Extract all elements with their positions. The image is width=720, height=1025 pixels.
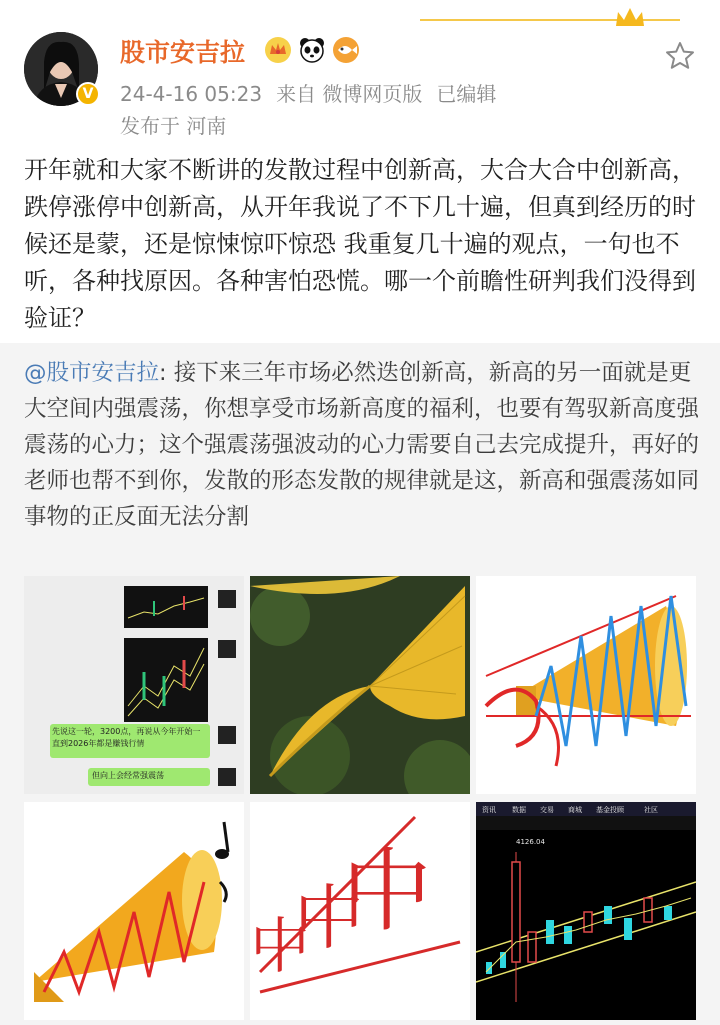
- chart-tab-6[interactable]: 社区: [644, 806, 658, 814]
- crown-decoration-icon: [420, 0, 680, 40]
- image-megaphone-wave[interactable]: [476, 576, 696, 794]
- user-badges: [264, 36, 360, 64]
- zhong-char-2: 中: [294, 877, 364, 959]
- image-stock-chart[interactable]: [476, 802, 696, 1020]
- chat-bubble-2: 但向上会经常强震荡: [92, 771, 164, 780]
- image-chat-screenshot[interactable]: [24, 576, 244, 794]
- repost-text: [24, 355, 700, 535]
- zhong-char-1: 中: [250, 912, 310, 982]
- username[interactable]: 股市安吉拉: [120, 38, 246, 67]
- chat-bubble-1: 先说这一轮，3200点，再说从今年开始一直到2026年都是赚钱行情: [52, 727, 201, 748]
- chart-tab-2[interactable]: 数据: [512, 806, 526, 814]
- repost-mention[interactable]: @股市安吉拉: [24, 360, 160, 386]
- image-zhong-characters[interactable]: [250, 802, 470, 1020]
- post-text: 开年就和大家不断讲的发散过程中创新高，大合大合中创新高，跌停涨停中创新高，从开年我说了不下几十遍，但真到经历的时候还是蒙，还是惊悚惊吓惊恐 我重复几十遍的观点，一句也不听，各种找原因。各种害怕恐慌。哪一个前瞻性研判我们没得到验证？: [24, 156, 696, 332]
- verified-badge-icon: V: [76, 82, 100, 106]
- fish-icon[interactable]: [332, 36, 360, 64]
- post-edited[interactable]: 已编辑: [436, 82, 497, 106]
- vip-crown-icon[interactable]: [264, 36, 292, 64]
- image-ginkgo-leaf[interactable]: [250, 576, 470, 794]
- zhong-char-3: 中: [342, 839, 432, 944]
- image-trumpet-wave[interactable]: [24, 802, 244, 1020]
- post-time: 24-4-16 05:23: [120, 82, 263, 106]
- repost-card[interactable]: [0, 343, 720, 1025]
- chart-price-label: 4126.04: [516, 838, 545, 846]
- panda-icon[interactable]: [298, 36, 326, 64]
- chart-tab-5[interactable]: 基金投顾: [596, 806, 624, 814]
- repost-body: : 接下来三年市场必然迭创新高，新高的另一面就是更大空间内强震荡，你想享受市场新高度的福利，也要有驾驭新高度强震荡的心力；这个强震荡强波动的心力需要自己去完成提升，再好的老师也帮不到你，发散的形态发散的规律就是这，新高和强震荡如同事物的正反面无法分割: [24, 360, 700, 530]
- post-source[interactable]: 来自 微博网页版: [276, 82, 423, 106]
- image-grid: [24, 576, 700, 1023]
- post-header: [0, 0, 720, 145]
- post-meta: [120, 78, 510, 107]
- post-location: 发布于 河南: [120, 114, 227, 138]
- chart-tab-4[interactable]: 商城: [568, 806, 582, 814]
- star-icon[interactable]: [664, 40, 696, 72]
- chart-tab-1[interactable]: 资讯: [482, 806, 496, 814]
- chart-tab-3[interactable]: 交易: [540, 806, 554, 814]
